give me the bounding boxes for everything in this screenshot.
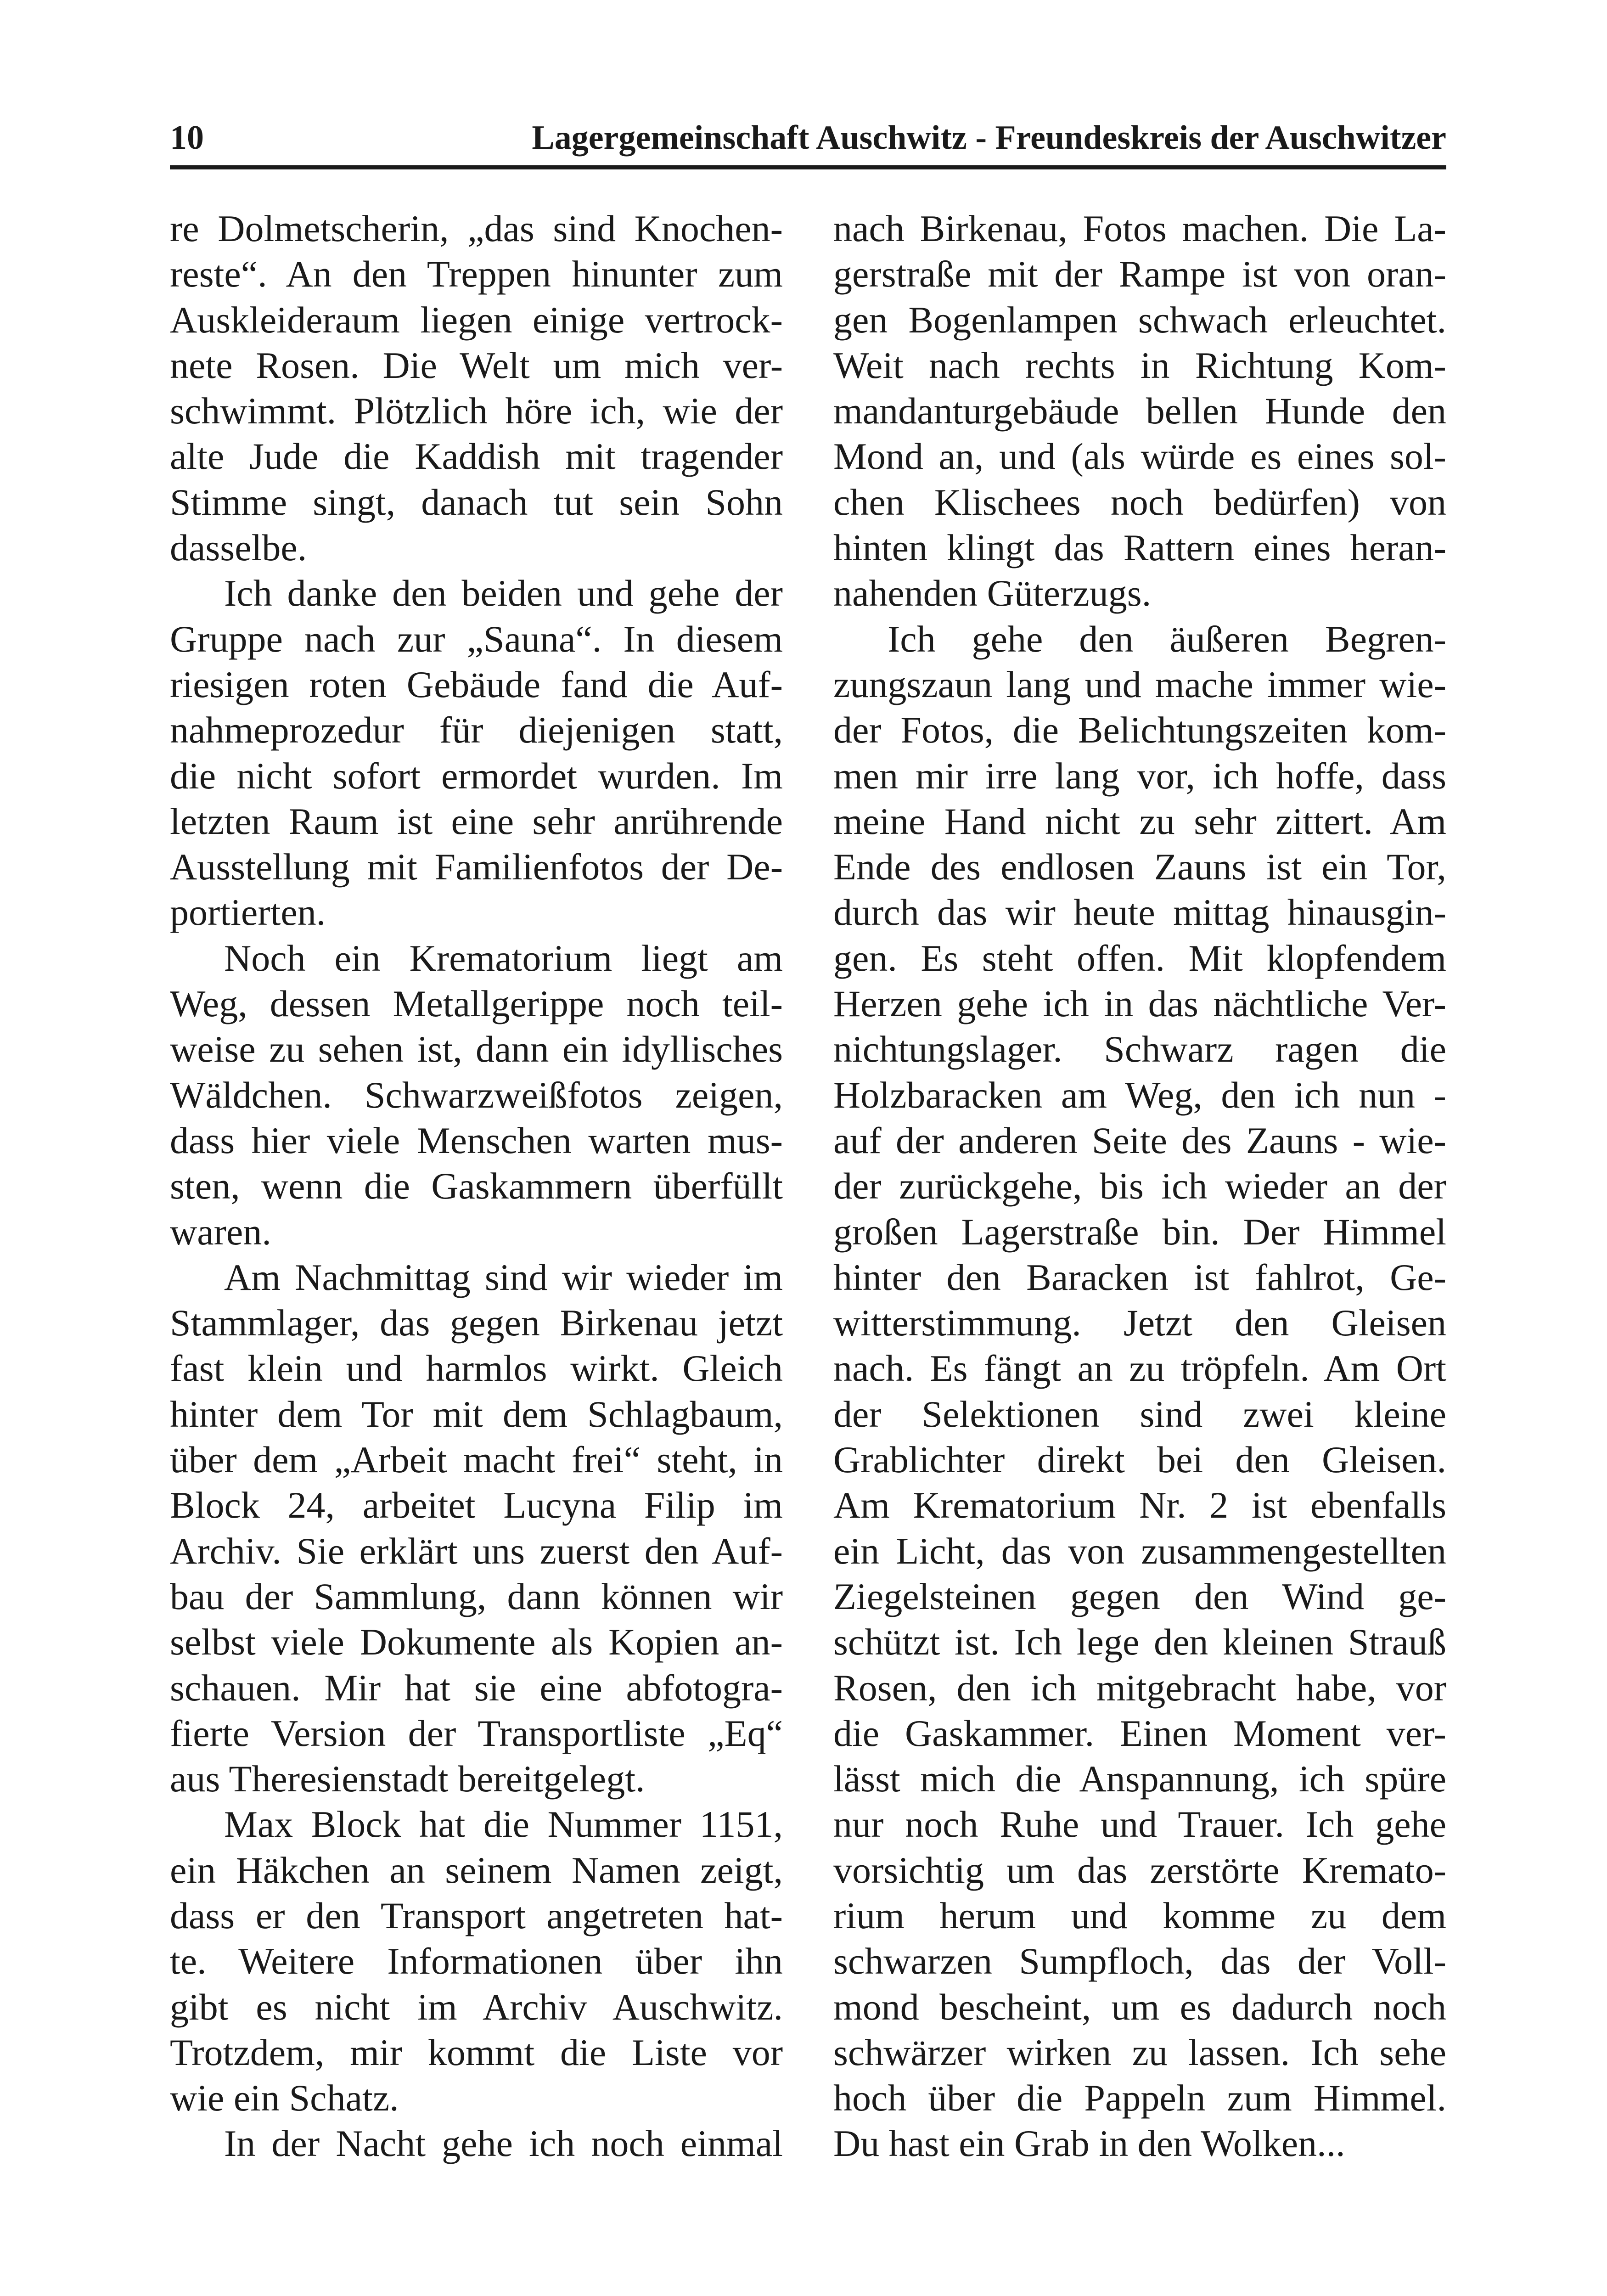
text-line: hoch über die Pappeln zum Himmel. — [833, 2077, 1446, 2119]
text-line: Am Krematorium Nr. 2 ist ebenfalls — [833, 1484, 1446, 1526]
text-line: rium herum und komme zu dem — [833, 1894, 1446, 1936]
text-line: über dem „Arbeit macht frei“ steht, in — [170, 1439, 783, 1481]
left-text-column — [170, 206, 783, 2167]
text-line: schützt ist. Ich lege den kleinen Strauß — [833, 1621, 1446, 1663]
text-line: reste“. An den Treppen hinunter zum — [170, 253, 783, 295]
text-line: Stimme singt, danach tut sein Sohn — [170, 481, 783, 523]
text-line: die nicht sofort ermordet wurden. Im — [170, 754, 783, 797]
text-line: Weit nach rechts in Richtung Kom- — [833, 344, 1446, 386]
text-line: re Dolmetscherin, „das sind Knochen- — [170, 208, 783, 249]
text-line: Herzen gehe ich in das nächtliche Ver- — [833, 983, 1446, 1025]
text-line: Gruppe nach zur „Sauna“. In diesem — [170, 618, 783, 660]
text-line: großen Lagerstraße bin. Der Himmel — [833, 1210, 1446, 1253]
text-line: letzten Raum ist eine sehr anrührende — [170, 800, 783, 842]
text-line: sten, wenn die Gaskammern überfüllt — [170, 1165, 783, 1207]
text-line: fast klein und harmlos wirkt. Gleich — [170, 1347, 783, 1390]
text-line: Noch ein Krematorium liegt am — [224, 937, 783, 979]
text-line: fierte Version der Transportliste „Eq“ — [170, 1712, 783, 1754]
text-line: der Selektionen sind zwei kleine — [833, 1393, 1446, 1435]
text-line: Block 24, arbeitet Lucyna Filip im — [170, 1484, 783, 1526]
text-line: Mond an, und (als würde es eines sol- — [833, 435, 1446, 478]
text-line: In der Nacht gehe ich noch einmal — [224, 2122, 783, 2165]
text-line: Rosen, den ich mitgebracht habe, vor — [833, 1666, 1446, 1709]
text-line: lässt mich die Anspannung, ich spüre — [833, 1758, 1446, 1800]
text-line: Trotzdem, mir kommt die Liste vor — [170, 2031, 783, 2073]
text-line: auf der anderen Seite des Zauns - wie- — [833, 1119, 1446, 1161]
text-line: nach. Es fängt an zu tröpfeln. Am Ort — [833, 1347, 1446, 1390]
text-line: weise zu sehen ist, dann ein idyllisches — [170, 1028, 783, 1070]
text-line: schauen. Mir hat sie eine abfotogra- — [170, 1666, 783, 1709]
text-line: schwimmt. Plötzlich höre ich, wie der — [170, 390, 783, 432]
text-line: Ende des endlosen Zauns ist ein Tor, — [833, 846, 1446, 888]
text-line: nahmeprozedur für diejenigen statt, — [170, 709, 783, 751]
text-line: hinter den Baracken ist fahlrot, Ge- — [833, 1256, 1446, 1298]
text-line: men mir irre lang vor, ich hoffe, dass — [833, 754, 1446, 797]
text-line: meine Hand nicht zu sehr zittert. Am — [833, 800, 1446, 842]
text-line: mandanturgebäude bellen Hunde den — [833, 390, 1446, 432]
text-line: schwarzen Sumpfloch, das der Voll- — [833, 1940, 1446, 1982]
text-line: Ziegelsteinen gegen den Wind ge- — [833, 1575, 1446, 1617]
text-line: alte Jude die Kaddish mit tragender — [170, 435, 783, 478]
text-line: wie ein Schatz. — [170, 2077, 399, 2119]
text-line: nichtungslager. Schwarz ragen die — [833, 1028, 1446, 1070]
text-line: nete Rosen. Die Welt um mich ver- — [170, 344, 783, 386]
text-line: Ich danke den beiden und gehe der — [224, 572, 783, 614]
text-line: Du hast ein Grab in den Wolken... — [833, 2122, 1345, 2165]
text-line: hinten klingt das Rattern eines heran- — [833, 527, 1446, 569]
text-line: hinter dem Tor mit dem Schlagbaum, — [170, 1393, 783, 1435]
text-line: aus Theresienstadt bereitgelegt. — [170, 1758, 645, 1800]
text-line: Max Block hat die Nummer 1151, — [224, 1803, 783, 1846]
page-number: 10 — [170, 119, 204, 157]
text-line: Weg, dessen Metallgerippe noch teil- — [170, 983, 783, 1025]
text-line: die Gaskammer. Einen Moment ver- — [833, 1712, 1446, 1754]
text-line: nur noch Ruhe und Trauer. Ich gehe — [833, 1803, 1446, 1846]
text-line: nach Birkenau, Fotos machen. Die La- — [833, 208, 1446, 249]
text-line: durch das wir heute mittag hinausgin- — [833, 891, 1446, 934]
text-line: vorsichtig um das zerstörte Kremato- — [833, 1849, 1446, 1891]
text-line: Archiv. Sie erklärt uns zuerst den Auf- — [170, 1530, 783, 1572]
text-line: zungszaun lang und mache immer wie- — [833, 663, 1446, 705]
text-line: chen Klischees noch bedürfen) von — [833, 481, 1446, 523]
text-line: gen Bogenlampen schwach erleuchtet. — [833, 298, 1446, 341]
text-line: Auskleideraum liegen einige vertrock- — [170, 298, 783, 341]
text-line: portierten. — [170, 891, 326, 934]
text-line: dass er den Transport angetreten hat- — [170, 1894, 783, 1936]
text-line: mond bescheint, um es dadurch noch — [833, 1986, 1446, 2028]
running-title: Lagergemeinschaft Auschwitz - Freundeskreis der Auschwitzer — [532, 119, 1446, 157]
text-line: bau der Sammlung, dann können wir — [170, 1575, 783, 1617]
text-line: Ich gehe den äußeren Begren- — [888, 618, 1446, 660]
text-line: Am Nachmittag sind wir wieder im — [224, 1256, 783, 1298]
text-line: der Fotos, die Belichtungszeiten kom- — [833, 709, 1446, 751]
text-line: riesigen roten Gebäude fand die Auf- — [170, 663, 783, 705]
text-line: Grablichter direkt bei den Gleisen. — [833, 1439, 1446, 1481]
text-line: ein Licht, das von zusammengestellten — [833, 1530, 1446, 1572]
text-line: Holzbaracken am Weg, den ich nun - — [833, 1074, 1446, 1116]
text-line: ein Häkchen an seinem Namen zeigt, — [170, 1849, 783, 1891]
text-line: schwärzer wirken zu lassen. Ich sehe — [833, 2031, 1446, 2073]
text-line: waren. — [170, 1210, 271, 1253]
text-line: dasselbe. — [170, 527, 307, 569]
text-line: Stammlager, das gegen Birkenau jetzt — [170, 1302, 783, 1344]
text-line: te. Weitere Informationen über ihn — [170, 1940, 783, 1982]
text-line: witterstimmung. Jetzt den Gleisen — [833, 1302, 1446, 1344]
text-line: Ausstellung mit Familienfotos der De- — [170, 846, 783, 888]
right-text-column — [833, 206, 1446, 2167]
text-line: Wäldchen. Schwarzweißfotos zeigen, — [170, 1074, 783, 1116]
text-line: dass hier viele Menschen warten mus- — [170, 1119, 783, 1161]
text-line: gerstraße mit der Rampe ist von oran- — [833, 253, 1446, 295]
text-line: gen. Es steht offen. Mit klopfendem — [833, 937, 1446, 979]
text-line: der zurückgehe, bis ich wieder an der — [833, 1165, 1446, 1207]
text-line: nahenden Güterzugs. — [833, 572, 1152, 614]
text-line: gibt es nicht im Archiv Auschwitz. — [170, 1986, 783, 2028]
text-line: selbst viele Dokumente als Kopien an- — [170, 1621, 783, 1663]
page-header — [170, 115, 1446, 169]
